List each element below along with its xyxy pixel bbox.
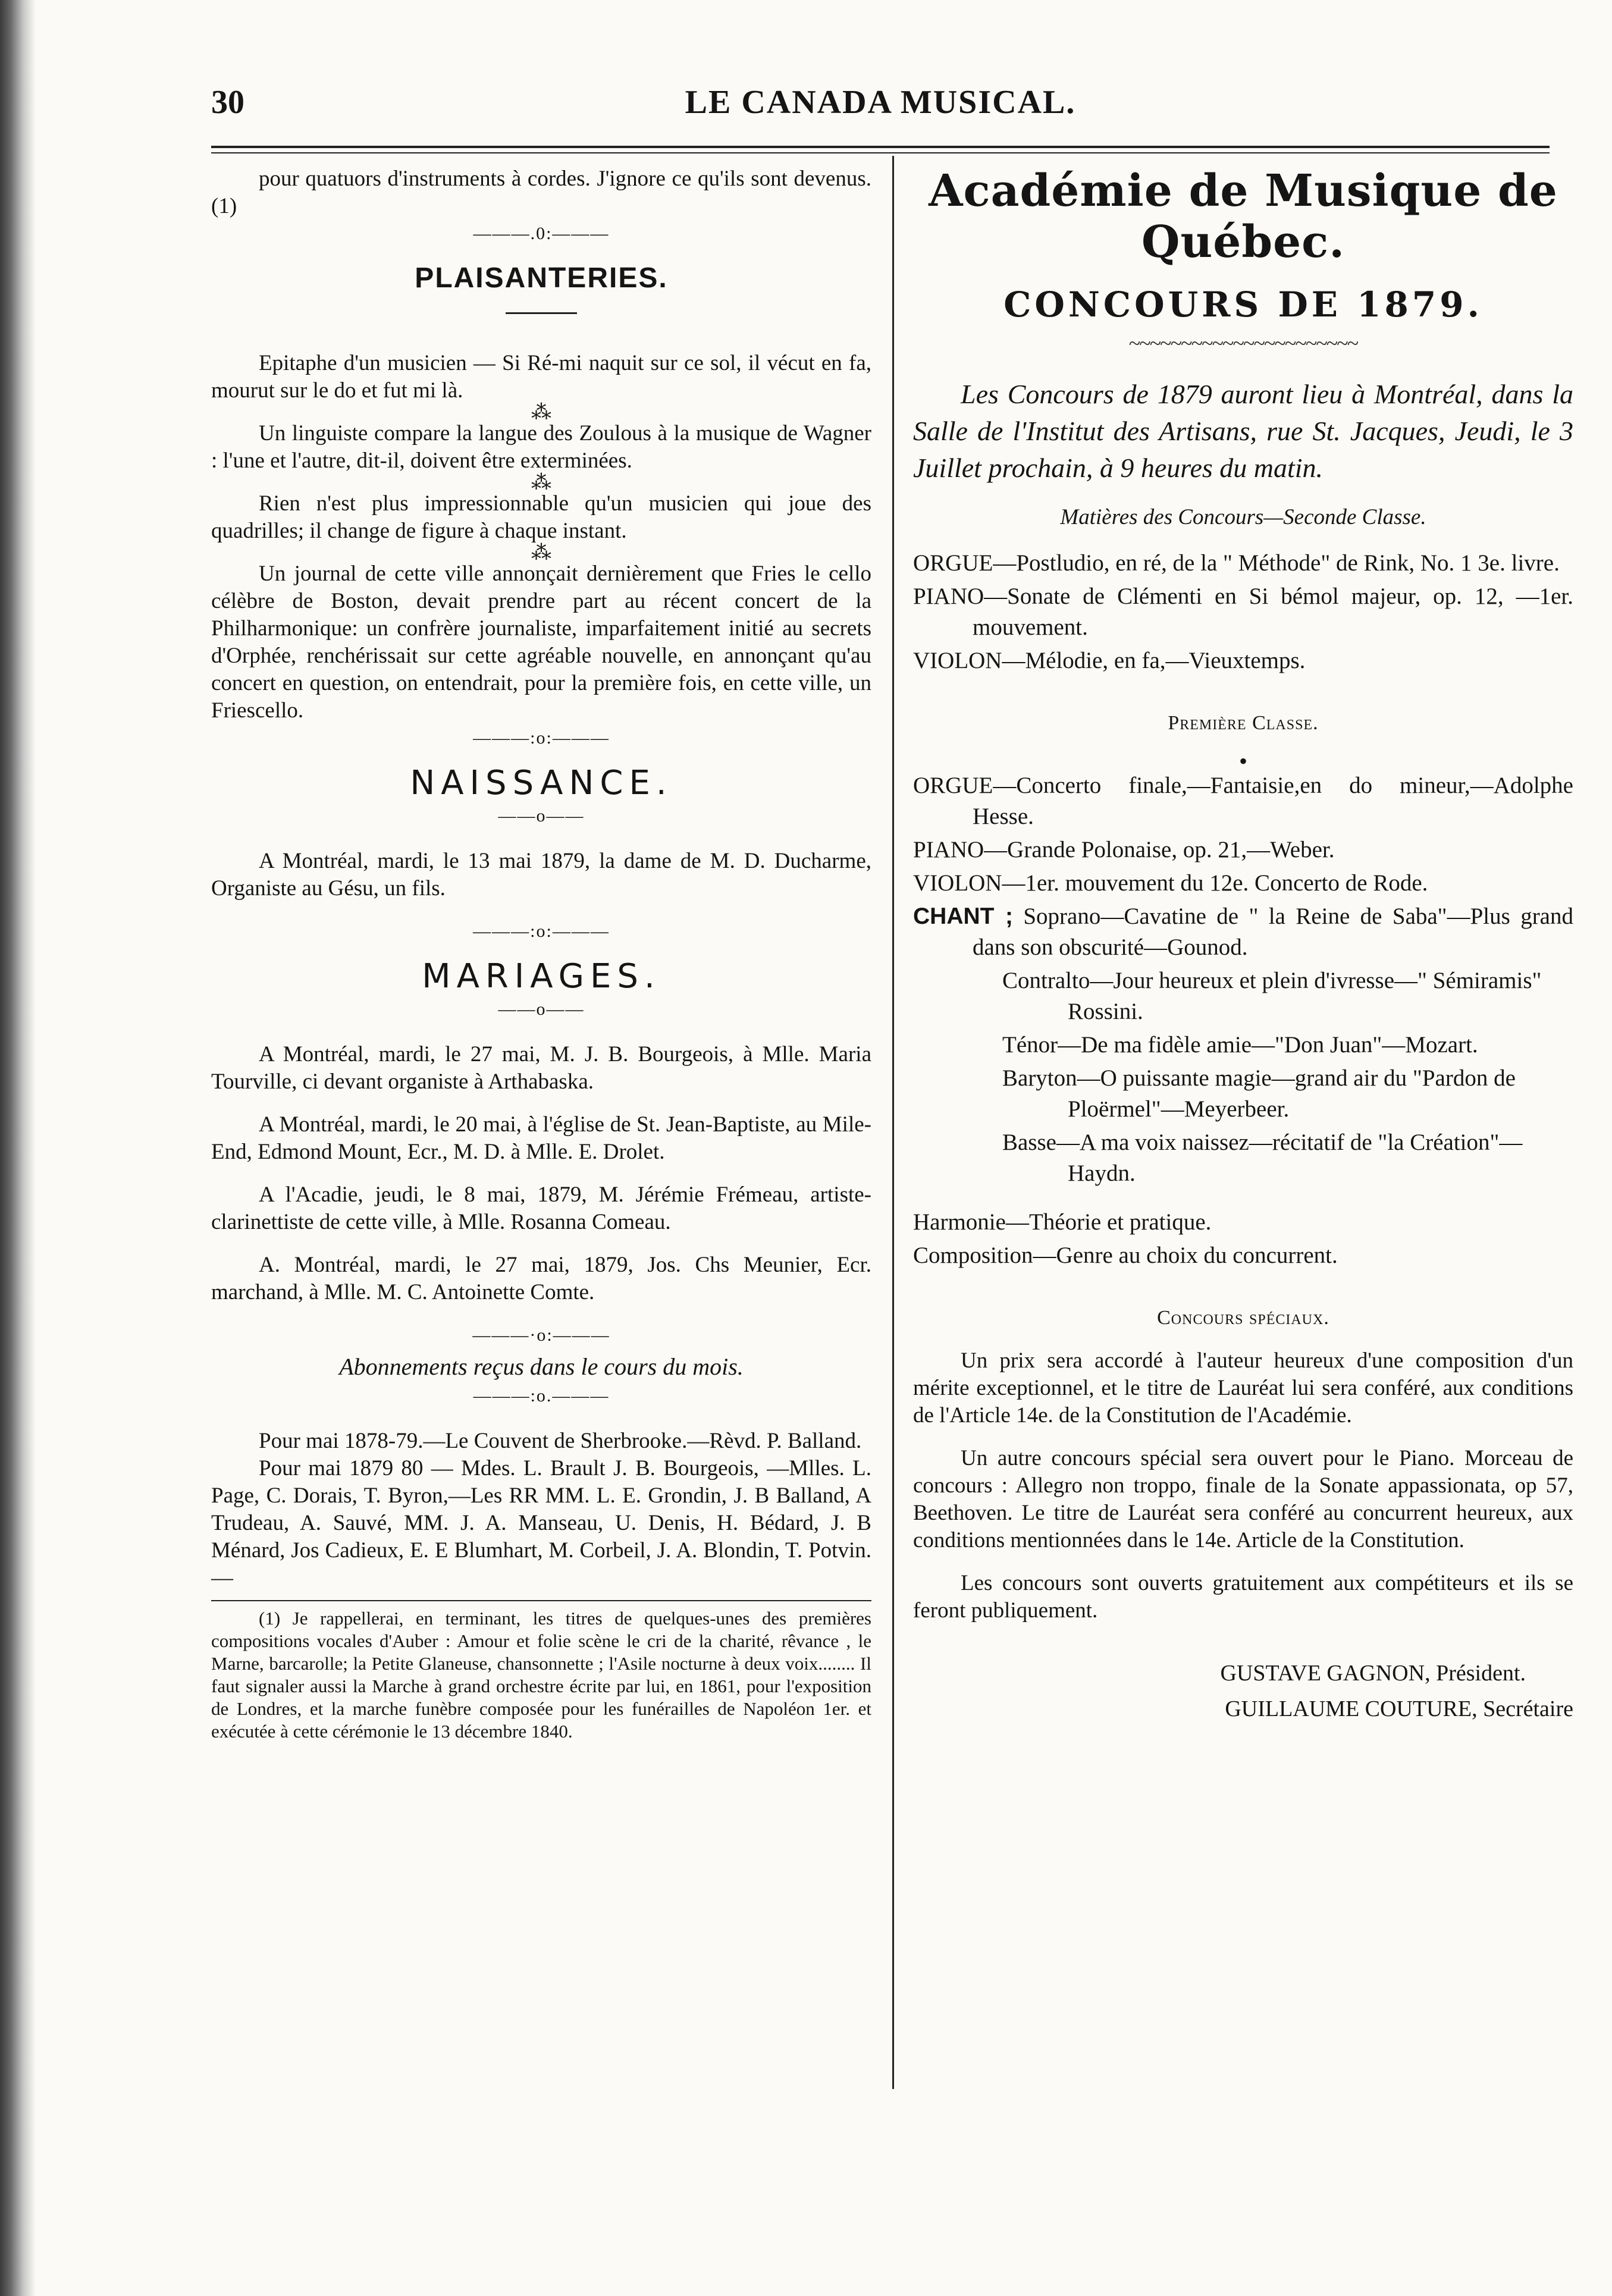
running-title: LE CANADA MUSICAL.: [685, 84, 1076, 121]
naissance-text: A Montréal, mardi, le 13 mai 1879, la dame de M. D. Ducharme, Organiste au Gésu, un fils.: [211, 849, 871, 901]
column-separator: [892, 156, 894, 2089]
header-rule: [211, 146, 1550, 148]
chant-baryton: Baryton—O puissante magie—grand air du "Pardon de Ploërmel"—Meyerbeer.: [1002, 1065, 1516, 1122]
mariage-1: A Montréal, mardi, le 27 mai, M. J. B. Bourgeois, à Mlle. Maria Tourville, ci devant organiste à Arthabaska.: [211, 1042, 871, 1094]
separator: ———:o:———: [473, 728, 610, 748]
header-rule-thin: [211, 152, 1550, 153]
asterism: ⁂: [531, 402, 551, 424]
premiere-classe-heading: Première Classe.: [1168, 712, 1319, 734]
seconde-violon: VIOLON—Mélodie, en fa,—Vieuxtemps.: [913, 648, 1306, 673]
left-column: [211, 165, 871, 1743]
separator: ——o——: [498, 806, 585, 826]
signature-secretaire: GUILLAUME COUTURE, Secrétaire: [1225, 1696, 1573, 1721]
mariage-2: A Montréal, mardi, le 20 mai, à l'église de St. Jean-Baptiste, au Mile-End, Edmond Mount, Ecr., M. D. à Mlle. E. Drolet.: [211, 1112, 871, 1164]
special-2: Un autre concours spécial sera ouvert pour le Piano. Morceau de concours : Allegro non troppo, finale de la Sonate appassionata, op 57, Beethoven. Le titre de Lauréat sera conféré au concurrent heureux, aux conditions mentionnées dans le 14e. Article de la Constitution.: [913, 1446, 1573, 1552]
chant-tenor: Ténor—De ma fidèle amie—"Don Juan"—Mozart.: [1002, 1032, 1478, 1058]
footnote-rule: [211, 1600, 871, 1601]
joke-1: Epitaphe d'un musicien — Si Ré-mi naquit sur ce sol, il vécut en fa, mourut sur le do et fut mi là.: [211, 351, 871, 403]
premiere-piano: PIANO—Grande Polonaise, op. 21,—Weber.: [913, 837, 1335, 862]
concours-intro: Les Concours de 1879 auront lieu à Montréal, dans la Salle de l'Institut des Artisans, rue St. Jacques, Jeudi, le 3 Juillet prochain, à 9 heures du matin.: [913, 379, 1573, 483]
special-1: Un prix sera accordé à l'auteur heureux d'une composition d'un mérite exceptionnel, et le titre de Lauréat lui sera conféré, aux conditions de l'Article 14e. de la Constitution de l'Académie.: [913, 1348, 1573, 1428]
footnote: (1) Je rappellerai, en terminant, les titres de quelques-unes des premières compositions vocales d'Auber : Amour et folie scène le cri de la charité, rêvance , le Marne, barcarolle; la Petite Glaneuse, chansonnette ; l'Asile nocturne à deux voix........ Il faut signaler aussi la Marche à grand orchestre écrite par lui, en 1861, pour l'exposition de Londres, et la marche funèbre composée pour les funérailles de Napoléon 1er. et exécutée à cette cérémonie le 13 décembre 1840.: [211, 1608, 871, 1742]
plaisanteries-heading: PLAISANTERIES.: [415, 262, 668, 294]
page-number: 30: [211, 84, 244, 121]
asterism: ⁂: [531, 542, 551, 564]
abonnements-heading: Abonnements reçus dans le cours du mois.: [339, 1353, 744, 1380]
premiere-violon: VIOLON—1er. mouvement du 12e. Concerto de Rode.: [913, 870, 1428, 896]
harmonie: Harmonie—Théorie et pratique.: [913, 1209, 1212, 1235]
mariage-4: A. Montréal, mardi, le 27 mai, 1879, Jos. Chs Meunier, Ecr. marchand, à Mlle. M. C. Antoinette Comte.: [211, 1253, 871, 1304]
mariage-3: A l'Acadie, jeudi, le 8 mai, 1879, M. Jérémie Frémeau, artiste-clarinettiste de cette ville, à Mlle. Rosanna Comeau.: [211, 1182, 871, 1234]
signature-president: GUSTAVE GAGNON, Président.: [1220, 1661, 1526, 1686]
special-3: Les concours sont ouverts gratuitement aux compétiteurs et ils se feront publiquement.: [913, 1571, 1573, 1623]
seconde-orgue: ORGUE—Postludio, en ré, de la " Méthode" de Rink, No. 1 3e. livre.: [913, 550, 1560, 576]
naissance-heading: NAISSANCE.: [410, 764, 673, 802]
joke-4: Un journal de cette ville annonçait dernièrement que Fries le cello célèbre de Boston, devait prendre part au récent concert de la Philharmonique: un confrère journaliste, imparfaitement initié au secrets d'Orphée, renchérissait sur cette agréable nouvelle, en annonçant qu'au concert en question, on entendrait, pour la première fois, en cette ville, un Friescello.: [211, 562, 871, 723]
short-rule: [506, 312, 577, 314]
right-column: [913, 165, 1573, 1727]
chant-basse: Basse—A ma voix naissez—récitatif de "la Création"—Haydn.: [1002, 1130, 1523, 1186]
composition: Composition—Genre au choix du concurrent.: [913, 1243, 1338, 1268]
separator: ———:o.———: [473, 1386, 610, 1406]
page-header: [211, 83, 1550, 131]
separator: ———:o:———: [473, 921, 610, 941]
premiere-orgue: ORGUE—Concerto finale,—Fantaisie,en do mineur,—Adolphe Hesse.: [913, 773, 1573, 829]
joke-2: Un linguiste compare la langue des Zoulous à la musique de Wagner : l'une et l'autre, dit-il, doivent être exterminées.: [211, 421, 871, 473]
joke-3: Rien n'est plus impressionnable qu'un musicien qui joue des quadrilles; il change de figure à chaque instant.: [211, 491, 871, 543]
intro-paragraph: pour quatuors d'instruments à cordes. J'ignore ce qu'ils sont devenus. (1): [211, 167, 871, 218]
bullet-mark: •: [1238, 748, 1247, 774]
abonnement-1: Pour mai 1878-79.—Le Couvent de Sherbrooke.—Rèvd. P. Balland.: [259, 1429, 862, 1453]
concours-speciaux-heading: Concours spéciaux.: [1157, 1307, 1329, 1329]
separator: ——o——: [498, 999, 585, 1019]
wavy-rule: ~~~~~~~~~~~~~~~~~~~~~~: [1128, 331, 1358, 355]
seconde-piano: PIANO—Sonate de Clémenti en Si bémol majeur, op. 12, —1er. mouvement.: [913, 584, 1573, 640]
soprano-text: Soprano—Cavatine de " la Reine de Saba"—Plus grand dans son obscurité—Gounod.: [973, 904, 1573, 960]
separator: ———·o:———: [472, 1325, 610, 1345]
concours-title: CONCOURS DE 1879.: [1003, 284, 1483, 325]
binding-shadow: [0, 0, 36, 2296]
matieres-heading: Matières des Concours—Seconde Classe.: [1060, 505, 1426, 529]
mariages-heading: MARIAGES.: [422, 957, 661, 996]
chant-soprano: [913, 901, 1573, 963]
chant-label: CHANT ;: [913, 904, 1013, 929]
asterism: ⁂: [531, 472, 551, 494]
separator: ———.0:———: [473, 224, 610, 243]
abonnement-2: Pour mai 1879 80 — Mdes. L. Brault J. B. Bourgeois, —Mlles. L. Page, C. Dorais, T. Byron,—Les RR MM. L. E. Grondin, J. B Balland, A Trudeau, A. Sauvé, MM. J. A. Manseau, U. Denis, H. Bédard, J. B Ménard, Jos Cadieux, E. E Blumhart, M. Corbeil, J. A. Blondin, T. Potvin.—: [211, 1456, 871, 1590]
academie-title: Académie de Musique de Québec.: [929, 165, 1558, 268]
chant-contralto: Contralto—Jour heureux et plein d'ivresse—" Sémiramis" Rossini.: [1002, 968, 1542, 1024]
